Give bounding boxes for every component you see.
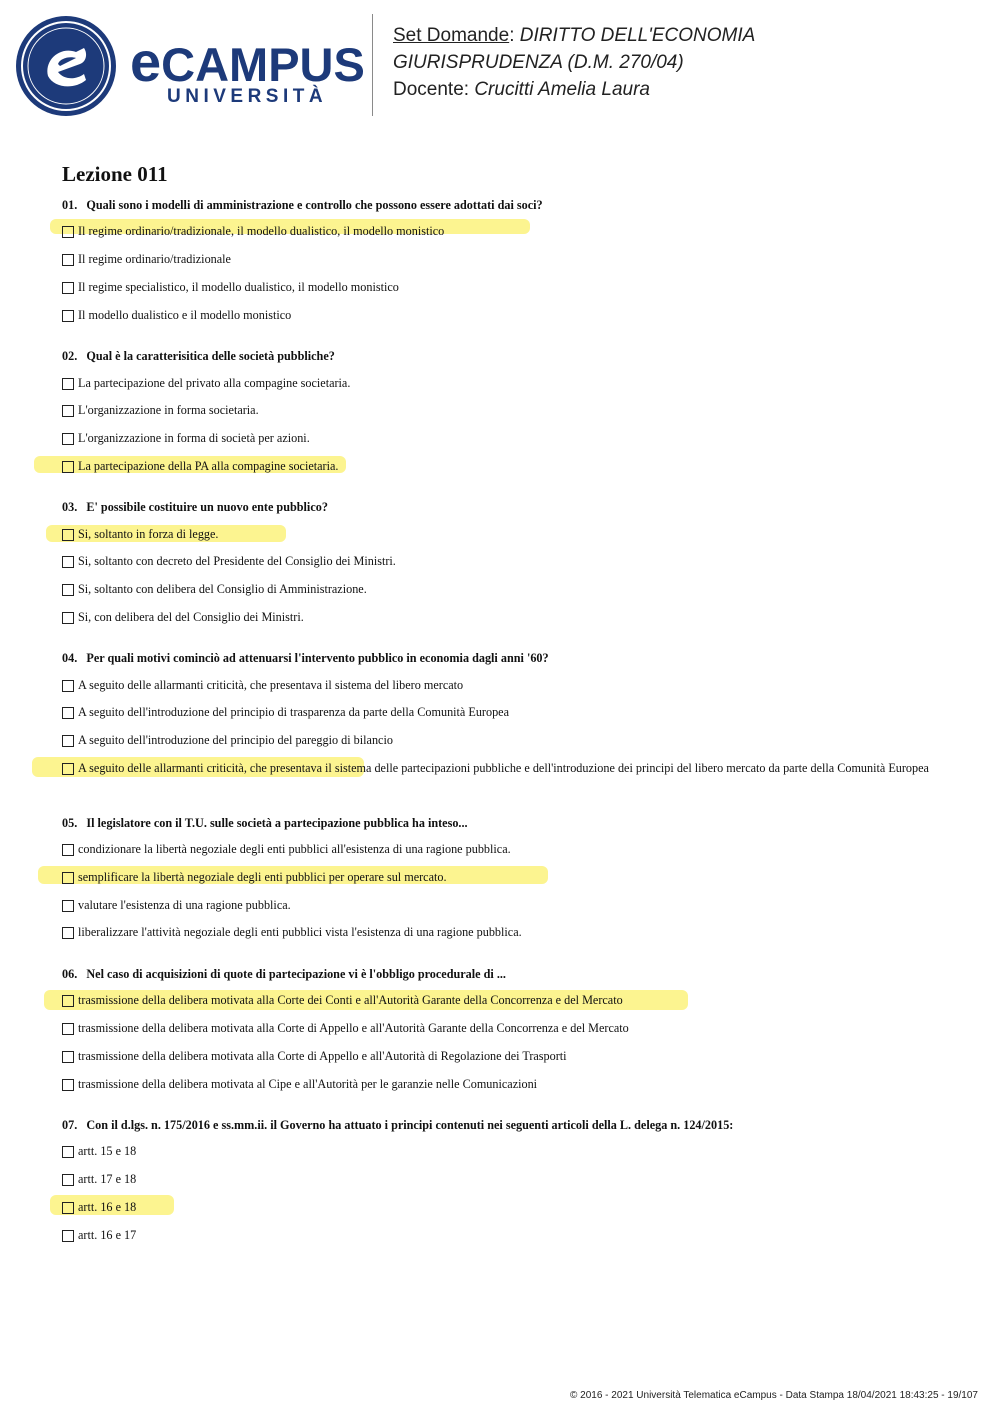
checkbox[interactable] [62,254,74,266]
option-4b[interactable] [62,705,942,720]
checkbox[interactable] [62,226,74,238]
docente-name: Crucitti Amelia Laura [474,79,650,100]
course-title-line1: DIRITTO DELL'ECONOMIA [519,25,756,46]
question-number: 01. [62,198,78,212]
option-6c[interactable] [62,1049,942,1064]
option-7d[interactable] [62,1228,942,1243]
option-1b[interactable] [62,252,942,267]
option-7b[interactable] [62,1172,942,1187]
question-text: Nel caso di acquisizioni di quote di partecipazione vi è l'obbligo procedurale di ... [86,967,506,981]
checkbox[interactable] [62,735,74,747]
option-1a[interactable] [62,224,942,239]
checkbox[interactable] [62,995,74,1007]
checkbox[interactable] [62,1051,74,1063]
option-5b[interactable] [62,870,942,885]
option-text: artt. 15 e 18 [78,1144,137,1158]
option-4c[interactable] [62,733,942,748]
set-label: Set Domande [393,25,510,46]
option-1d[interactable] [62,308,942,323]
checkbox[interactable] [62,707,74,719]
option-text: artt. 17 e 18 [78,1172,137,1186]
option-text: Si, soltanto con delibera del Consiglio di Amministrazione. [78,582,367,596]
checkbox[interactable] [62,1174,74,1186]
question-number: 04. [62,651,78,665]
ecampus-logo-wordmark [130,30,365,93]
option-7c[interactable] [62,1200,942,1215]
question-number: 06. [62,967,78,981]
option-text: valutare l'esistenza di una ragione pubblica. [78,898,291,912]
option-text: artt. 16 e 18 [78,1200,137,1214]
checkbox[interactable] [62,378,74,390]
checkbox[interactable] [62,1230,74,1242]
option-3c[interactable] [62,582,942,597]
option-4a[interactable] [62,678,942,693]
checkbox[interactable] [62,556,74,568]
option-5c[interactable] [62,898,942,913]
logo-word: CAMPUS [161,38,365,91]
checkbox[interactable] [62,529,74,541]
question-number: 05. [62,816,78,830]
option-3d[interactable] [62,610,942,625]
checkbox[interactable] [62,844,74,856]
option-text: condizionare la libertà negoziale degli enti pubblici all'esistenza di una ragione pubblica. [78,842,511,856]
option-text: L'organizzazione in forma di società per azioni. [78,431,310,445]
question-6 [62,967,942,982]
option-text: semplificare la libertà negoziale degli enti pubblici per operare sul mercato. [78,870,447,884]
option-3b[interactable] [62,554,942,569]
checkbox[interactable] [62,1079,74,1091]
header-course-info [393,22,755,103]
question-text: Per quali motivi cominciò ad attenuarsi l'intervento pubblico in economia dagli anni '60? [86,651,549,665]
checkbox[interactable] [62,1023,74,1035]
question-number: 02. [62,349,78,363]
option-text: L'organizzazione in forma societaria. [78,403,259,417]
checkbox[interactable] [62,1202,74,1214]
question-4 [62,651,942,666]
option-text: Si, soltanto con decreto del Presidente del Consiglio dei Ministri. [78,554,396,568]
question-1 [62,198,942,213]
question-text: E' possibile costituire un nuovo ente pubblico? [86,500,328,514]
option-text: A seguito delle allarmanti criticità, che presentava il sistema delle partecipazioni pubbliche e dell'introduzione dei principi del libero mercato da parte della Comunità Europea [78,761,929,775]
question-7 [62,1118,942,1133]
question-text: Quali sono i modelli di amministrazione e controllo che possono essere adottati dai soci? [86,198,543,212]
question-number: 07. [62,1118,78,1132]
logo-e-letter: e [130,30,162,93]
checkbox[interactable] [62,282,74,294]
option-text: Il modello dualistico e il modello monistico [78,308,292,322]
option-text: A seguito delle allarmanti criticità, che presentava il sistema del libero mercato [78,678,464,692]
option-text: A seguito dell'introduzione del principio del pareggio di bilancio [78,733,393,747]
header-divider [372,14,373,116]
page-header [0,0,1000,130]
ecampus-logo-emblem-icon [14,14,118,118]
question-number: 03. [62,500,78,514]
lesson-title: Lezione 011 [62,162,168,186]
question-text: Il legislatore con il T.U. sulle società a partecipazione pubblica ha inteso... [86,816,468,830]
option-text: trasmissione della delibera motivata alla Corte di Appello e all'Autorità Garante della Concorrenza e del Mercato [78,1021,629,1035]
option-6d[interactable] [62,1077,942,1092]
option-text: artt. 16 e 17 [78,1228,137,1242]
option-2b[interactable] [62,403,942,418]
checkbox[interactable] [62,405,74,417]
option-6b[interactable] [62,1021,942,1036]
option-text: Si, soltanto in forza di legge. [78,527,219,541]
option-text: trasmissione della delibera motivata al Cipe e all'Autorità per le garanzie nelle Comunicazioni [78,1077,538,1091]
question-text: Qual è la caratterisitica delle società pubbliche? [86,349,335,363]
option-3a[interactable] [62,527,942,542]
checkbox[interactable] [62,927,74,939]
option-text: A seguito dell'introduzione del principio di trasparenza da parte della Comunità Europea [78,705,509,719]
checkbox[interactable] [62,900,74,912]
checkbox[interactable] [62,612,74,624]
option-4d[interactable] [62,761,942,776]
checkbox[interactable] [62,680,74,692]
question-5 [62,816,942,831]
question-text: Con il d.lgs. n. 175/2016 e ss.mm.ii. il Governo ha attuato i principi contenuti nei seguenti articoli della L. delega n. 124/2015: [86,1118,734,1132]
checkbox[interactable] [62,1146,74,1158]
checkbox[interactable] [62,584,74,596]
option-5a[interactable] [62,842,942,857]
option-6a[interactable] [62,993,942,1008]
option-text: Il regime ordinario/tradizionale, il modello dualistico, il modello monistico [78,224,445,238]
checkbox[interactable] [62,310,74,322]
question-2 [62,349,942,364]
option-text: Si, con delibera del del Consiglio dei Ministri. [78,610,304,624]
option-5d[interactable] [62,925,942,940]
option-text: liberalizzare l'attività negoziale degli enti pubblici vista l'esistenza di una ragione pubblica. [78,925,522,939]
checkbox[interactable] [62,763,74,775]
option-text: Il regime specialistico, il modello dualistico, il modello monistico [78,280,399,294]
option-2c[interactable] [62,431,942,446]
option-text: Il regime ordinario/tradizionale [78,252,231,266]
option-7a[interactable] [62,1144,942,1159]
option-text: trasmissione della delibera motivata alla Corte di Appello e all'Autorità di Regolazione dei Trasporti [78,1049,567,1063]
checkbox[interactable] [62,433,74,445]
option-2d[interactable] [62,459,942,474]
checkbox[interactable] [62,872,74,884]
option-text: trasmissione della delibera motivata alla Corte dei Conti e all'Autorità Garante della Concorrenza e del Mercato [78,993,623,1007]
checkbox[interactable] [62,461,74,473]
docente-label: Docente: [393,79,470,100]
option-text: La partecipazione della PA alla compagine societaria. [78,459,339,473]
question-3 [62,500,942,515]
set-separator: : [509,25,515,46]
logo-subtitle: UNIVERSITÀ [167,86,328,107]
option-1c[interactable] [62,280,942,295]
option-text: La partecipazione del privato alla compagine societaria. [78,376,351,390]
course-title-line2: GIURISPRUDENZA (D.M. 270/04) [393,52,684,73]
page-footer: © 2016 - 2021 Università Telematica eCampus - Data Stampa 18/04/2021 18:43:25 - 19/107 [570,1390,978,1401]
option-2a[interactable] [62,376,942,391]
